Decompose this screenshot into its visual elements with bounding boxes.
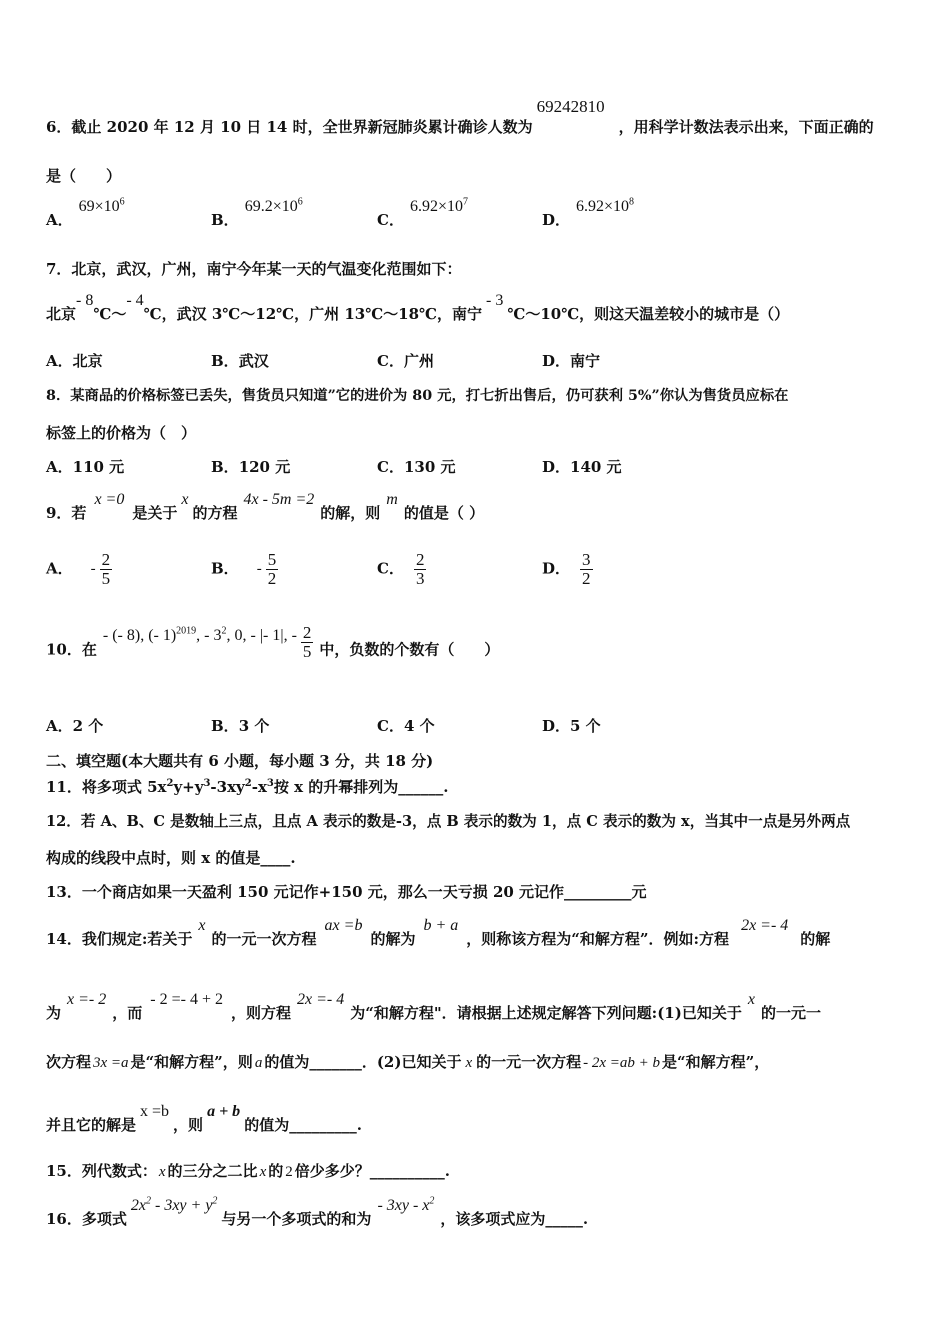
q6-option-c: C．$6.92\times 10^7$ <box>377 196 468 229</box>
q10-option-d: D．5 个 <box>542 717 601 735</box>
q6-option-d: D．$6.92\times 10^8$ <box>542 196 635 229</box>
q8-option-a: A．110 元 <box>46 458 125 476</box>
q6-number: 69242810 <box>536 97 605 116</box>
q13: 13．一个商店如果一天盈利 150 元记作+150 元，那么一天亏损 20 元记作_________元 <box>46 883 647 901</box>
section-heading: 二、填空题(本大题共有 6 小题，每小题 3 分，共 18 分) <box>46 752 434 770</box>
q14-line3: 次方程 3x =a 是“和解方程”，则 a 的值为_______．(2)已知关于 x 的一元一次方程 - 2x =ab + b 是“和解方程”， <box>46 1053 770 1071</box>
q6-option-a: A．$69\times 10^6$ <box>46 196 125 229</box>
q7-option-c: C．广州 <box>377 352 434 370</box>
q10-option-c: C．4 个 <box>377 717 435 735</box>
q10-stem: 10．在- (- 8), (- 1)$^{2019}$, - $3^2$, 0, - |- 1|, - $\frac{2}{5}$ 中，负数的个数有（ ） <box>46 623 500 661</box>
q8-option-d: D．140 元 <box>542 458 622 476</box>
q7-option-b: B．武汉 <box>211 352 269 370</box>
q12-line2: 构成的线段中点时，则 x 的值是____. <box>46 849 296 867</box>
fraction: $\frac{2}{5}$ <box>302 623 312 661</box>
q16: 16．多项式$2x^2 - 3xy + y^2$与另一个多项式的和为- $3xy - x^2$，该多项式应为_____. <box>46 1195 589 1228</box>
fraction: $\frac{3}{2}$ <box>582 550 591 588</box>
fraction: $\frac{2}{3}$ <box>415 550 425 588</box>
q9-option-b: B． - $\frac{5}{2}$ <box>211 550 277 588</box>
q15: 15．列代数式： x 的三分之二比 x 的 2 倍少多少？__________. <box>46 1162 450 1180</box>
q9-option-d: D． $\frac{3}{2}$ <box>542 550 591 588</box>
q6-line1: 6．截止 2020 年 12 月 10 日 14 时，全世界新冠肺炎累计确诊人数为69242810，用科学计数法表示出来，下面正确的 <box>46 97 874 136</box>
q6-line2: 是（ ） <box>46 167 122 185</box>
q8-option-b: B．120 元 <box>211 458 291 476</box>
q11: 11．将多项式 $5x^2y+y^3-3xy^2-x^3$按 x 的升幂排列为______. <box>46 778 449 796</box>
q10-option-b: B．3 个 <box>211 717 270 735</box>
q7-option-d: D．南宁 <box>542 352 601 370</box>
q9-option-c: C． $\frac{2}{3}$ <box>377 550 425 588</box>
q8-line2: 标签上的价格为（ ） <box>46 424 197 442</box>
q8-option-c: C．130 元 <box>377 458 456 476</box>
q14-line2: 为x =- 2，而- 2 =- 4 + 2，则方程2x =- 4为“和解方程"．请根据上述规定解答下列问题:(1)已知关于x的一元一 <box>46 991 821 1022</box>
q14-line4: 并且它的解是x =b，则a + b的值为_________. <box>46 1103 362 1134</box>
q8-line1: 8．某商品的价格标签已丢失，售货员只知道”它的进价为 80 元，打七折出售后，仍可获利 5%”你认为售货员应标在 <box>46 388 789 404</box>
q10-option-a: A．2 个 <box>46 717 104 735</box>
q14-line1: 14．我们规定:若关于x的一元一次方程ax =b的解为b + a，则称该方程为“和解方程”．例如:方程2x =- 4的解 <box>46 917 831 948</box>
q6-option-b: B．$69.2\times 10^6$ <box>211 196 303 229</box>
q7-line2: 北京- 8℃～- 4℃，武汉 3℃～12℃，广州 13℃～18℃，南宁- 3℃～10℃，则这天温差较小的城市是（） <box>46 292 790 323</box>
fraction: $\frac{5}{2}$ <box>267 550 277 588</box>
q12-line1: 12．若 A、B、C 是数轴上三点，且点 A 表示的数是-3，点 B 表示的数为 1，点 C 表示的数为 x，当其中一点是另外两点 <box>46 813 851 830</box>
q7-option-a: A．北京 <box>46 352 103 370</box>
q9-stem: 9．若x =0是关于x的方程4x - 5m =2的解，则m的值是（ ） <box>46 491 485 522</box>
q9-option-a: A． - $\frac{2}{5}$ <box>46 550 111 588</box>
q7-line1: 7．北京，武汉，广州，南宁今年某一天的气温变化范围如下： <box>46 260 462 278</box>
fraction: $\frac{2}{5}$ <box>101 550 111 588</box>
